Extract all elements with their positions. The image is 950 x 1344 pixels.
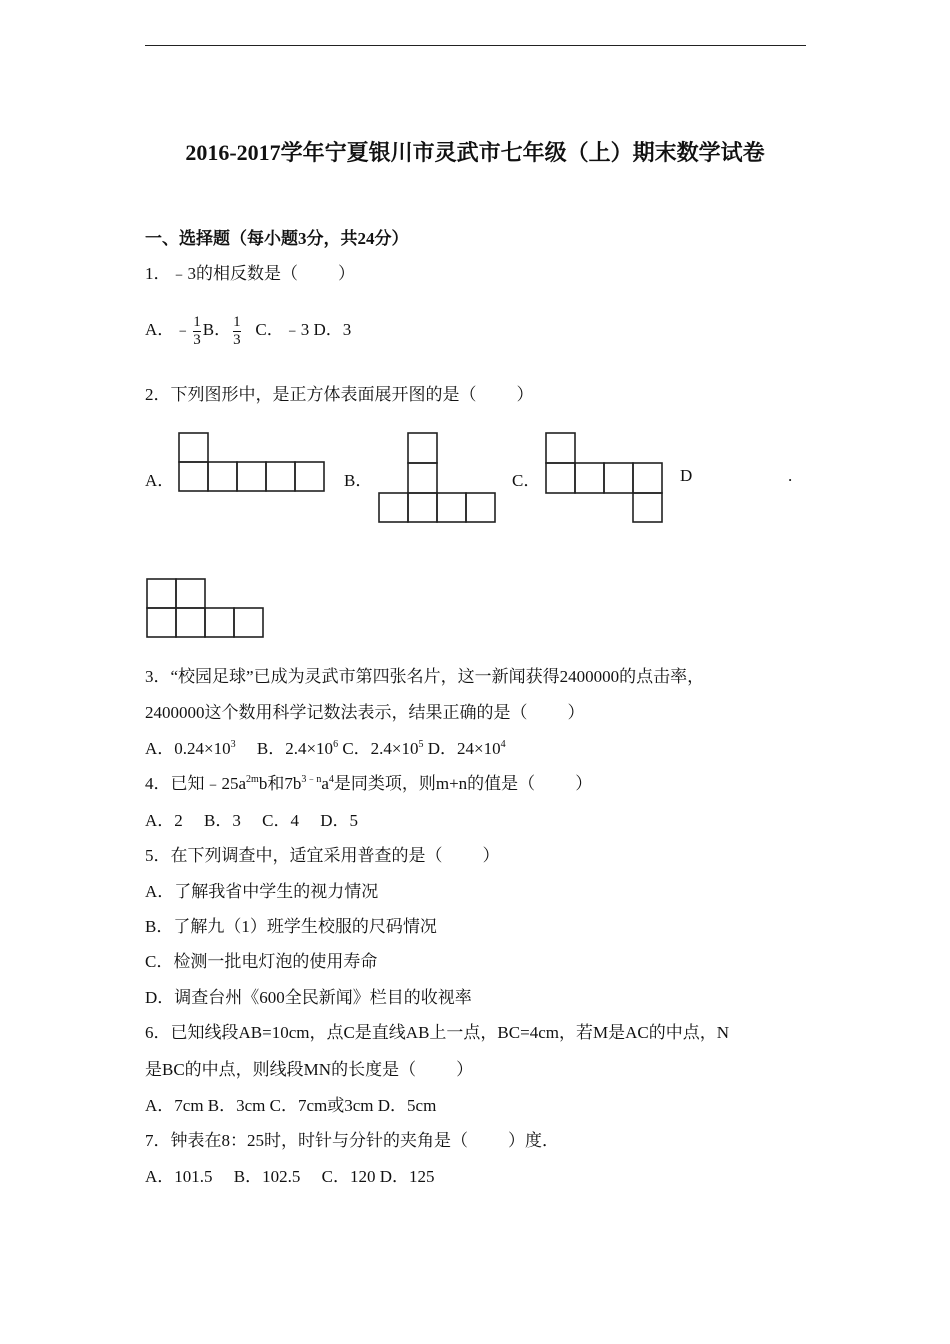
question-6-line-2 <box>145 1055 473 1080</box>
question-2 <box>145 380 534 405</box>
fraction-one-third-b: $\frac{1}{3}$ <box>233 313 241 348</box>
question-4: 4．已知$﹣25a^{2m}b$和$7b^{3﹣n}a^4$是同类项，则m+n的值是（ ） <box>145 774 593 793</box>
header-rule <box>145 45 806 46</box>
question-5-option-a: A．了解我省中学生的视力情况 <box>145 882 379 901</box>
net-figure-d <box>146 578 266 640</box>
question-3-options <box>145 734 506 759</box>
option-a-label: A．﹣ <box>145 320 192 339</box>
question-6-options: A．7cm B．3cm C．7cm或3cm D．5cm <box>145 1096 437 1115</box>
question-2-stem: 2．下列图形中，是正方体表面展开图的是（ <box>145 385 477 404</box>
question-7-options: A．101.5 B．102.5 C．120 D．125 <box>145 1167 435 1186</box>
question-3-stem-end: ） <box>567 703 585 722</box>
question-7 <box>145 1126 559 1151</box>
options-c-d: C．﹣3 D．3 <box>255 320 352 339</box>
option-d-dot: . <box>788 466 793 485</box>
question-2-stem-end: ） <box>516 385 534 404</box>
net-figure-a <box>178 432 328 494</box>
option-a: A．$0.24\times 10^3$ <box>145 739 236 758</box>
question-7-stem: 7．钟表在8：25时，时针与分针的夹角是（ <box>145 1131 468 1150</box>
option-c-label: C． <box>512 471 541 490</box>
question-7-stem-end: ）度． <box>508 1131 559 1150</box>
question-6-stem: 是BC的中点，则线段MN的长度是（ <box>145 1060 417 1079</box>
question-3-stem: 2400000这个数用科学记数法表示，结果正确的是（ <box>145 703 528 722</box>
option-c: C．$2.4\times 10^5$ <box>342 739 424 758</box>
question-5 <box>145 841 500 866</box>
page-title: 2016-2017学年宁夏银川市灵武市七年级（上）期末数学试卷 <box>185 140 765 165</box>
question-1 <box>145 259 355 284</box>
question-1-stem: 1．﹣3的相反数是（ <box>145 264 298 283</box>
net-figure-b <box>378 432 498 524</box>
question-6-line-1: 6．已知线段AB=10cm，点C是直线AB上一点，BC=4cm，若M是AC的中点，N <box>145 1023 729 1042</box>
question-1-options <box>145 312 351 349</box>
question-1-stem-end: ） <box>338 264 355 283</box>
option-a-label: A． <box>145 471 175 490</box>
net-figure-c <box>545 432 665 524</box>
question-5-option-d: D．调查台州《600全民新闻》栏目的收视率 <box>145 988 472 1007</box>
question-6-stem-end: ） <box>456 1060 474 1079</box>
option-b: B．$2.4\times 10^6$ <box>256 739 339 758</box>
question-3-line-1: 3．“校园足球”已成为灵武市第四张名片，这一新闻获得2400000的点击率， <box>145 667 705 686</box>
option-d: D．$24\times 10^4$ <box>427 739 506 758</box>
question-5-stem: 5．在下列调查中，适宜采用普查的是（ <box>145 846 443 865</box>
section-heading: 一、选择题（每小题3分，共24分） <box>145 229 409 248</box>
question-4-options: A．2 B．3 C．4 D．5 <box>145 811 358 830</box>
question-5-option-b: B．了解九（1）班学生校服的尺码情况 <box>145 917 437 936</box>
question-5-option-c: C．检测一批电灯泡的使用寿命 <box>145 952 378 971</box>
fraction-one-third-a: $\frac{1}{3}$ <box>193 313 201 348</box>
option-d-label: D <box>680 466 693 485</box>
question-5-stem-end: ） <box>482 846 500 865</box>
option-b-label: B． <box>344 471 373 490</box>
question-3-line-2 <box>145 698 585 723</box>
option-b-label: B． <box>202 320 232 339</box>
